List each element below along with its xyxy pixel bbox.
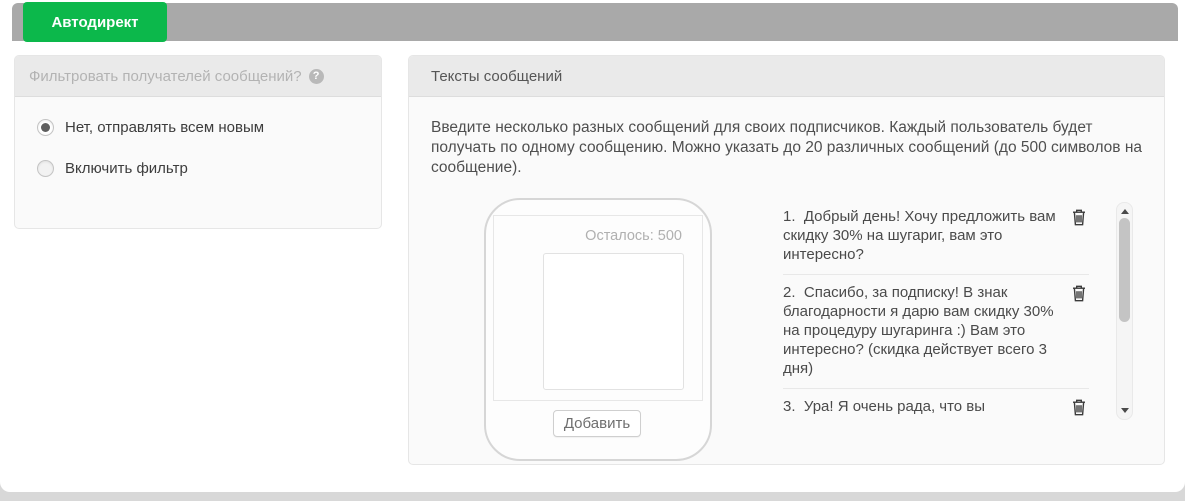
- message-list: [783, 199, 1133, 431]
- instructions-text: Введите несколько разных сообщений для своих подписчиков. Каждый пользователь будет получать по одному сообщению. Можно указать до 20 различных сообщений (до 500 символов на сообщение).: [431, 119, 1143, 176]
- chars-left-counter: Осталось: 500: [585, 228, 682, 244]
- add-message-button[interactable]: Добавить: [553, 410, 641, 437]
- message-items: [783, 199, 1089, 428]
- message-compose-textarea[interactable]: [543, 253, 684, 390]
- message-3-number: 3.: [783, 398, 796, 415]
- scroll-down-arrow-icon[interactable]: [1117, 403, 1132, 417]
- scroll-up-arrow-icon[interactable]: [1117, 205, 1132, 219]
- message-item-1: [783, 199, 1089, 275]
- message-item-3: [783, 389, 1089, 428]
- phone-mockup: [484, 198, 712, 461]
- radio-selected-icon[interactable]: [37, 119, 54, 136]
- message-1-text: 1. Добрый день! Хочу предложить вам скидку 30% на шугариг, вам это интересно?: [783, 208, 1056, 263]
- tab-autodirect-label: Автодирект: [51, 13, 139, 31]
- delete-message-2-button[interactable]: [1069, 284, 1089, 304]
- message-item-2: [783, 275, 1089, 389]
- radio-option-send-all[interactable]: [37, 116, 381, 138]
- filter-panel-title: Фильтровать получателей сообщений?: [29, 67, 302, 85]
- message-1-number: 1.: [783, 208, 796, 225]
- message-2-text: 2. Спасибо, за подписку! В знак благодарности я дарю вам скидку 30% на процедуру шугаринга :) Вам это интересно? (скидка действует всего 3 дня): [783, 284, 1054, 377]
- delete-message-1-button[interactable]: [1069, 208, 1089, 228]
- trash-icon: [1071, 404, 1087, 419]
- radio-option-enable-filter[interactable]: [37, 157, 381, 179]
- trash-icon: [1071, 214, 1087, 229]
- tab-bar: [12, 3, 1178, 41]
- trash-icon: [1071, 290, 1087, 305]
- message-3-text: 3. Ура! Я очень рада, что вы: [783, 398, 986, 415]
- radio-option-enable-filter-label: Включить фильтр: [65, 159, 188, 177]
- filter-panel-header: [15, 56, 381, 97]
- messages-panel-title: Тексты сообщений: [431, 67, 563, 85]
- delete-message-3-button[interactable]: [1069, 398, 1089, 418]
- scrollbar-thumb[interactable]: [1119, 218, 1130, 322]
- messages-panel-header: [409, 56, 1164, 97]
- tab-autodirect[interactable]: [23, 2, 167, 42]
- radio-unselected-icon[interactable]: [37, 160, 54, 177]
- filter-panel: [14, 55, 382, 229]
- message-2-number: 2.: [783, 284, 796, 301]
- message-list-scrollbar[interactable]: [1116, 202, 1133, 420]
- messages-panel: [408, 55, 1165, 465]
- radio-option-send-all-label: Нет, отправлять всем новым: [65, 118, 265, 136]
- question-circle-icon[interactable]: ?: [309, 69, 324, 84]
